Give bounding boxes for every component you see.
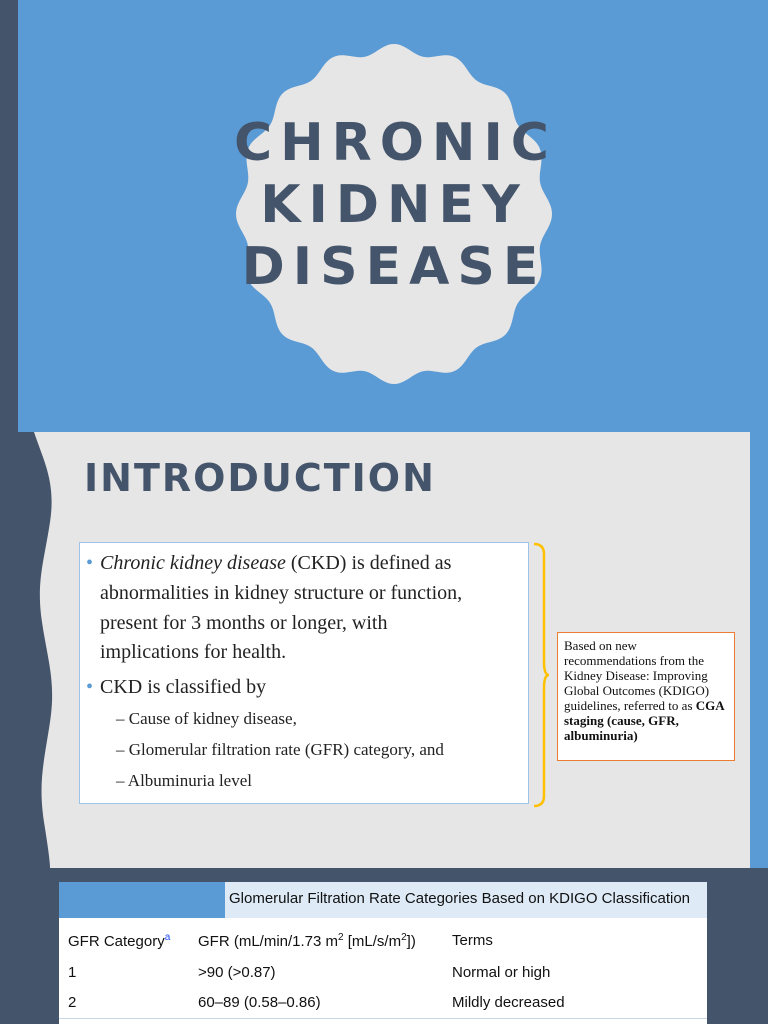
table-row: [59, 958, 707, 988]
title-line-3: DISEASE: [241, 237, 547, 297]
section-heading: INTRODUCTION: [84, 456, 436, 500]
sub-bullet-cause: – Cause of kidney disease,: [116, 709, 297, 728]
cell-terms: Normal or high: [452, 964, 551, 981]
table-row: [59, 988, 707, 1018]
title-line-2: KIDNEY: [260, 175, 528, 235]
note-text: Based on new recommendations from the Kidney Disease: Improving Global Outcomes (KDIGO) guidelines, referred to as: [564, 638, 710, 713]
wavy-left-edge: [0, 432, 60, 868]
gfr-table: [59, 882, 707, 1024]
header-gfr-category: GFR Category$^a$: [68, 932, 171, 950]
bullet-line: Chronic kidney disease (CKD) is defined as: [100, 552, 452, 574]
gfr-table-slide: [0, 868, 768, 1024]
cell-gfr: 60–89 (0.58–0.86): [198, 994, 321, 1011]
bullet-line: present for 3 months or longer, with: [100, 612, 388, 634]
row-divider: [59, 1018, 707, 1019]
bullet-line: CKD is classified by: [100, 676, 267, 698]
note-bold: CGA staging (cause, GFR, albuminuria): [564, 698, 724, 743]
right-accent-strip: [750, 432, 768, 868]
title-line-1: CHRONIC: [234, 113, 557, 173]
kdigo-note: [557, 632, 735, 761]
bullet-dot: •: [86, 676, 94, 698]
header-gfr-value: GFR (mL/min/1.73 $m^2$ $[mL/s/m^2]$): [198, 932, 416, 950]
cell-category: 1: [68, 964, 77, 981]
cell-category: 2: [68, 994, 77, 1011]
cell-gfr: >90 (>0.87): [198, 964, 276, 981]
sub-bullet-albuminuria: – Albuminuria level: [116, 771, 252, 790]
bullet-line: abnormalities in kidney structure or function,: [100, 582, 463, 604]
left-accent-strip: [0, 0, 18, 432]
definition-textbox: [79, 542, 529, 804]
title-slide: [0, 0, 768, 432]
table-title: Glomerular Filtration Rate Categories Based on KDIGO Classification: [229, 890, 691, 907]
introduction-slide: [0, 432, 768, 868]
sub-bullet-gfr: – Glomerular filtration rate (GFR) category, and: [116, 740, 444, 759]
cell-terms: Mildly decreased: [452, 994, 565, 1011]
right-brace: [530, 542, 550, 808]
slide-title: [234, 112, 557, 298]
table-header-accent: [59, 882, 225, 918]
header-terms: Terms: [452, 932, 493, 949]
bullet-dot: •: [86, 552, 94, 574]
bullet-line: implications for health.: [100, 641, 287, 663]
